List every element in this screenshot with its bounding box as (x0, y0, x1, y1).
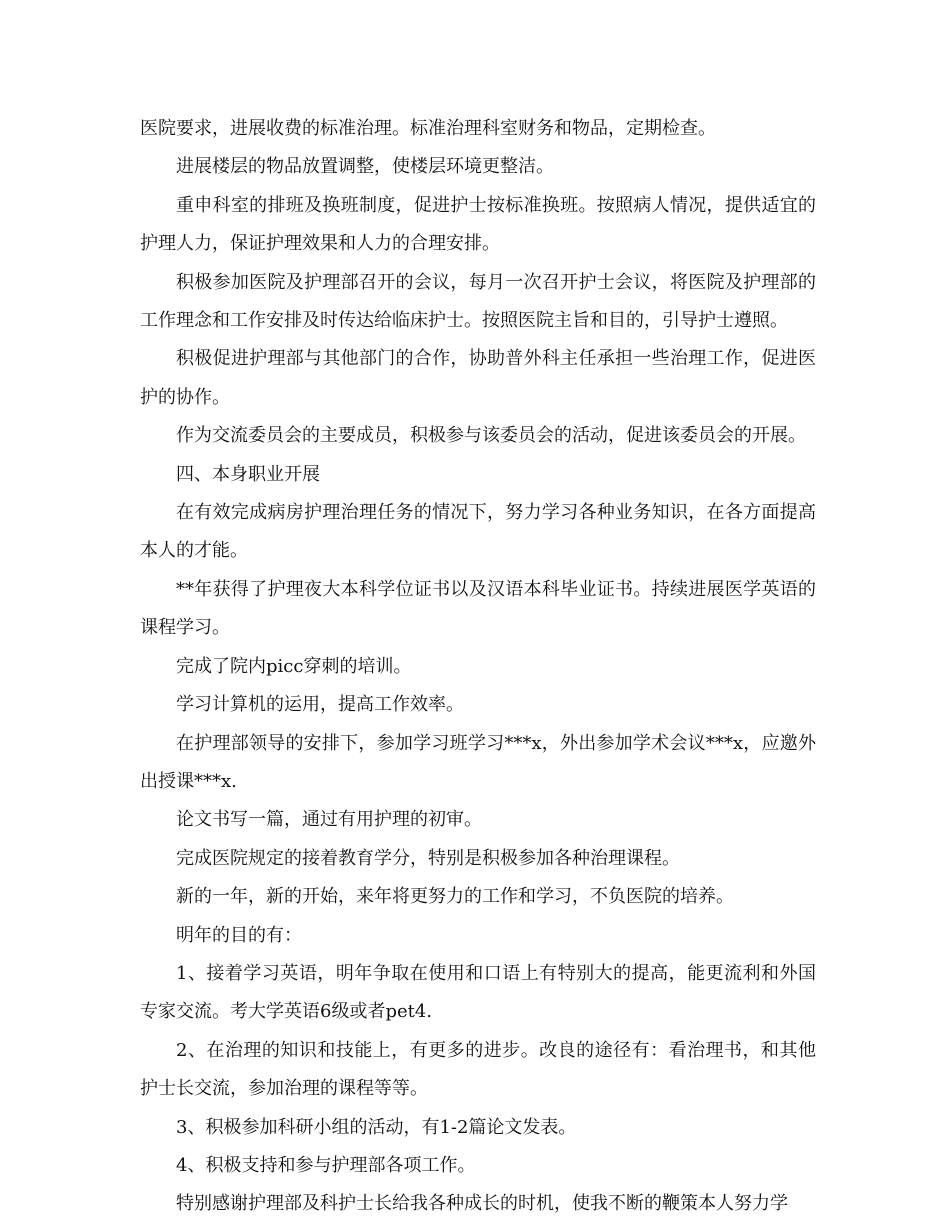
goal-item-3: 3、积极参加科研小组的活动，有1-2篇论文发表。 (176, 1116, 577, 1138)
paragraph-16: 明年的目的有： (176, 924, 302, 946)
paragraph-10: 完成了院内picc穿刺的培训。 (176, 655, 412, 677)
paragraph-5: 积极促进护理部与其他部门的合作，协助普外科主任承担一些治理工作，促进医护的协作。 (140, 348, 816, 408)
goal-item-4: 4、积极支持和参与护理部各项工作。 (176, 1154, 476, 1176)
document-body (140, 110, 816, 1224)
paragraph-21: 特别感谢护理部及科护士长给我各种成长的时机，使我不断的鞭策本人努力学 (176, 1193, 788, 1215)
paragraph-15: 新的一年，新的开始，来年将更努力的工作和学习，不负医院的培养。 (176, 886, 734, 908)
paragraph-1: 医院要求，进展收费的标准治理。标准治理科室财务和物品，定期检查。 (140, 118, 716, 139)
goal-item-2: 2、在治理的知识和技能上，有更多的进步。改良的途径有：看治理书，和其他护士长交流，参加治理的课程等等。 (140, 1039, 816, 1100)
paragraph-12: 在护理部领导的安排下，参加学习班学习***x，外出参加学术会议***x，应邀外出授课***x. (140, 732, 816, 792)
paragraph-6: 作为交流委员会的主要成员，积极参与该委员会的活动，促进该委员会的开展。 (176, 425, 806, 447)
paragraph-14: 完成医院规定的接着教育学分，特别是积极参加各种治理课程。 (176, 847, 680, 869)
paragraph-13: 论文书写一篇，通过有用护理的初审。 (176, 809, 482, 831)
paragraph-9: **年获得了护理夜大本科学位证书以及汉语本科毕业证书。持续进展医学英语的课程学习。 (140, 578, 816, 639)
paragraph-4: 积极参加医院及护理部召开的会议，每月一次召开护士会议，将医院及护理部的工作理念和工作安排及时传达给临床护士。按照医院主旨和目的，引导护士遵照。 (140, 271, 816, 332)
paragraph-2: 进展楼层的物品放置调整，使楼层环境更整洁。 (176, 156, 554, 178)
paragraph-3: 重申科室的排班及换班制度，促进护士按标准换班。按照病人情况，提供适宜的护理人力，保证护理效果和人力的合理安排。 (140, 194, 816, 255)
paragraph-8: 在有效完成病房护理治理任务的情况下，努力学习各种业务知识，在各方面提高本人的才能。 (140, 502, 816, 562)
goal-item-1: 1、接着学习英语，明年争取在使用和口语上有特别大的提高，能更流利和外国专家交流。考大学英语6级或者pet4. (140, 962, 816, 1023)
section-heading: 四、本身职业开展 (176, 463, 320, 485)
paragraph-11: 学习计算机的运用，提高工作效率。 (176, 694, 464, 716)
